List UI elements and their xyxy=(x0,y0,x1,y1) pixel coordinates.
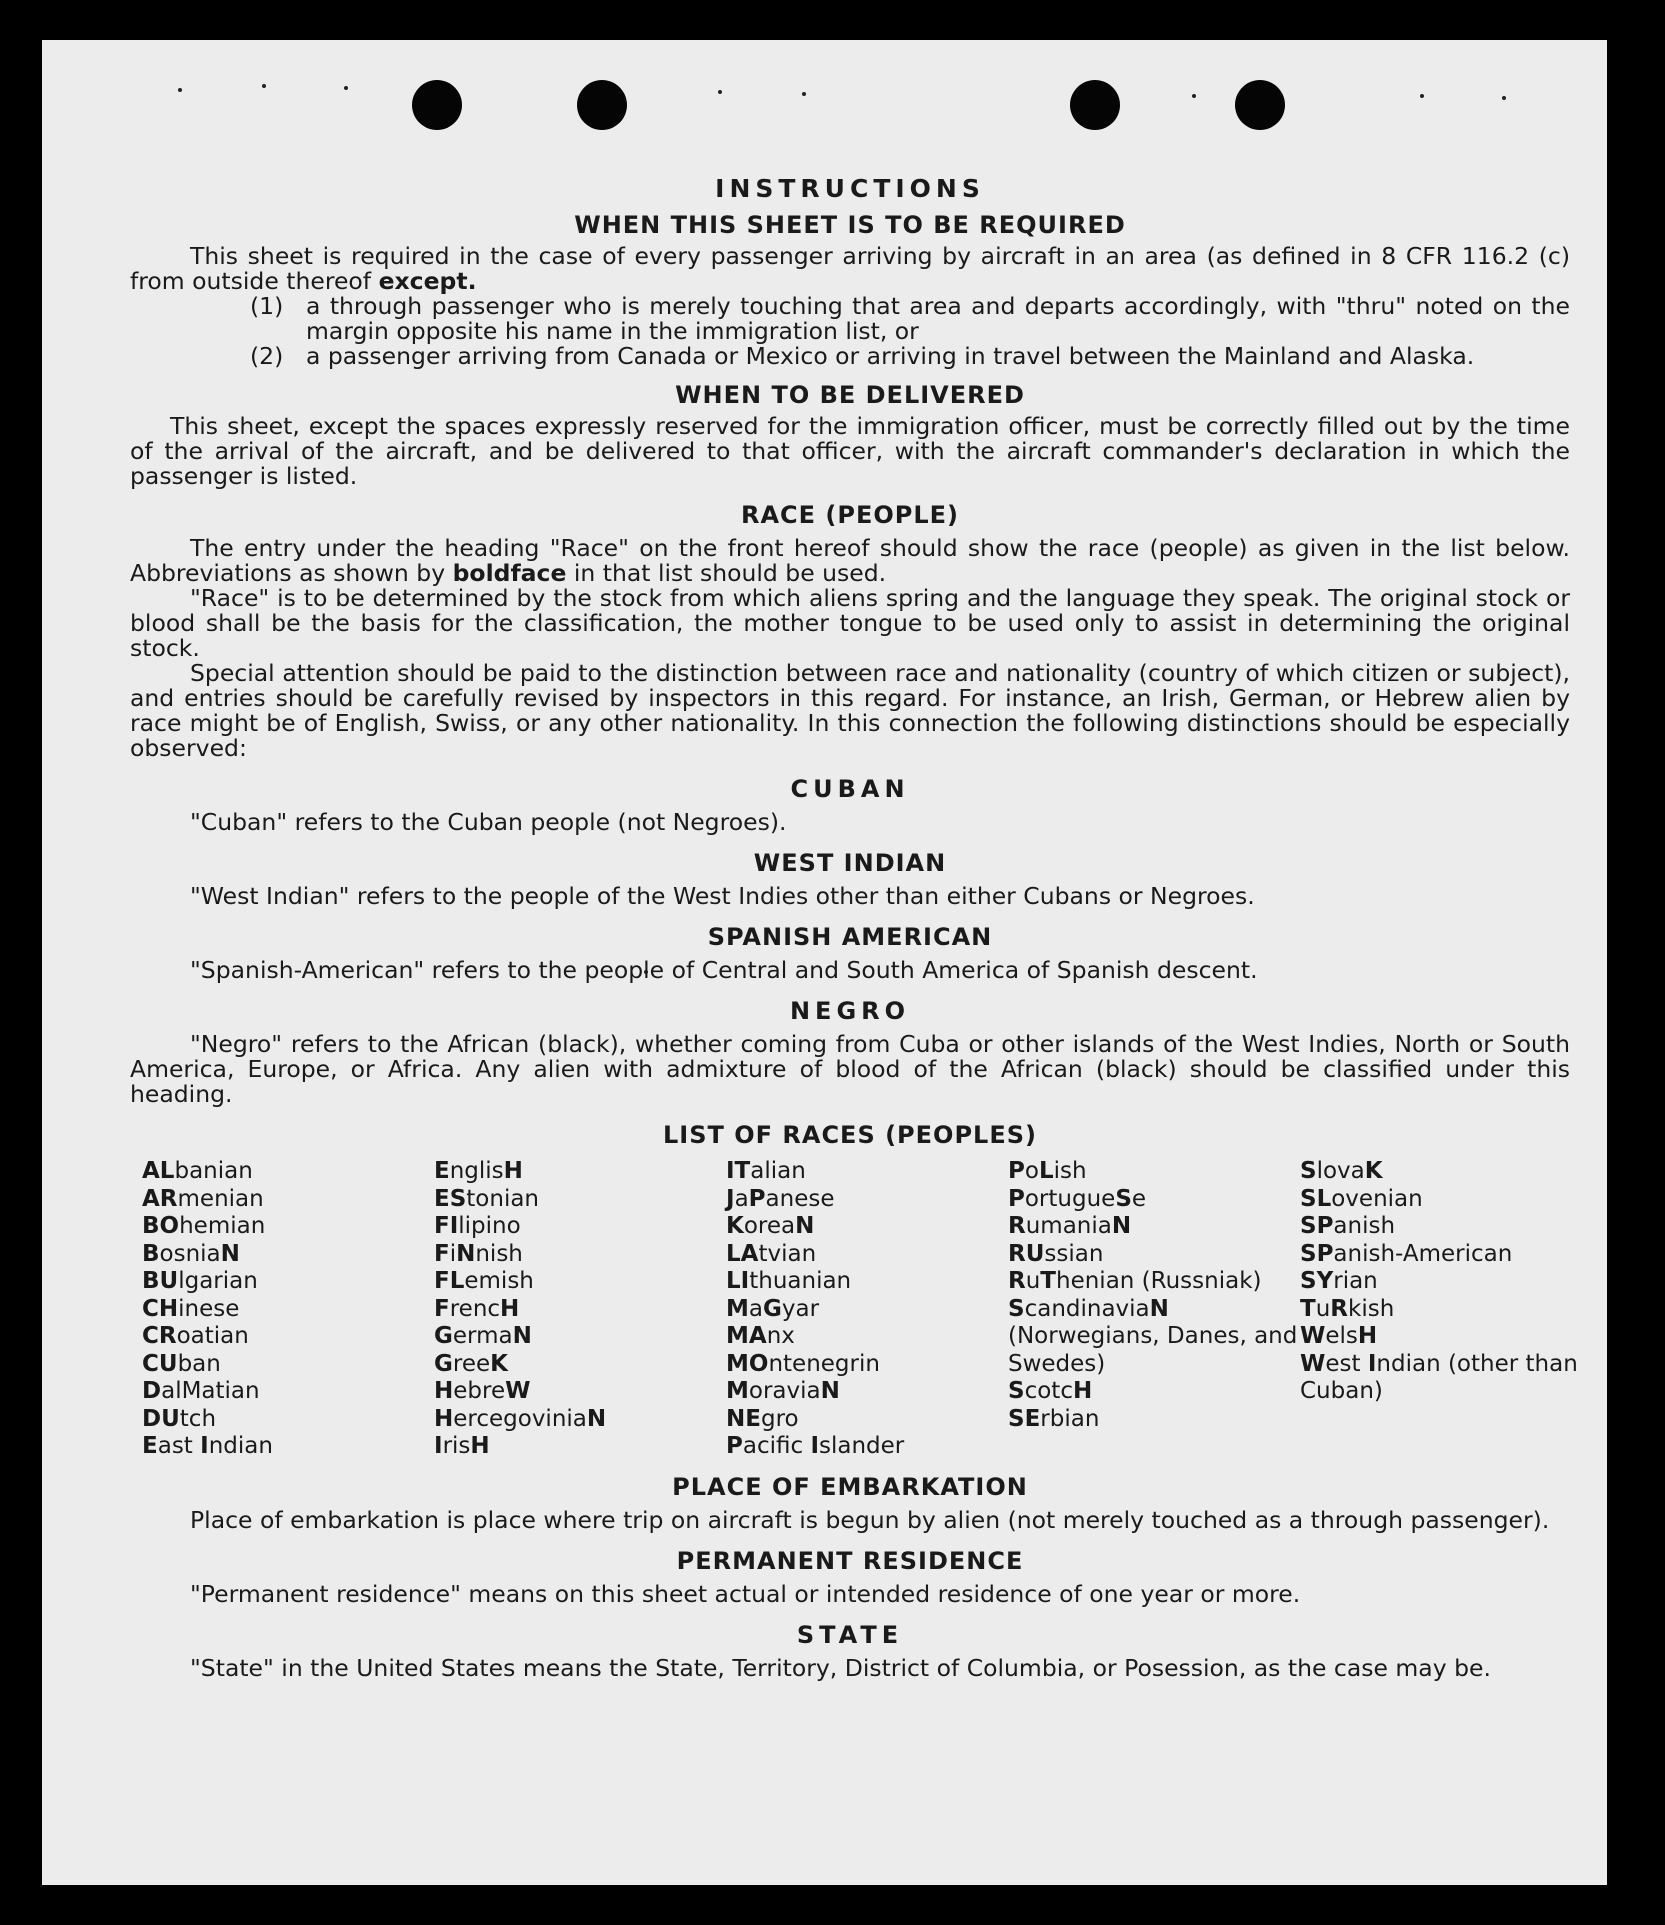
race-name-part: nish xyxy=(475,1240,523,1267)
race-name-part: anish-American xyxy=(1333,1240,1513,1267)
race-abbreviation: FL xyxy=(434,1268,465,1294)
race-entry xyxy=(142,1158,434,1186)
race-entry xyxy=(142,1268,434,1296)
race-column xyxy=(142,1158,434,1461)
race-abbreviation: N xyxy=(512,1323,532,1349)
race-list xyxy=(142,1158,1578,1461)
race-entry xyxy=(434,1433,726,1461)
race-entry xyxy=(142,1351,434,1379)
race-abbreviation: G xyxy=(763,1295,782,1322)
paper-speck xyxy=(1192,94,1196,98)
race-name-part: ssian xyxy=(1044,1240,1104,1267)
section-heading-list-of-races: LIST OF RACES (PEOPLES) xyxy=(663,1121,1037,1149)
exception-text: a through passenger who is merely touching that area and departs accordingly, with "thru" noted on the margin opposite his name in the immigration list, or xyxy=(306,292,1570,345)
race-abbreviation: NE xyxy=(726,1405,761,1432)
paper-speck xyxy=(718,90,722,94)
punch-hole xyxy=(1070,80,1120,130)
race-abbreviation: J xyxy=(726,1185,735,1212)
race-entry xyxy=(726,1268,1008,1296)
race-abbreviation: CH xyxy=(142,1295,179,1322)
section-heading-west-indian: WEST INDIAN xyxy=(753,849,947,877)
race-name-part: hemian xyxy=(179,1213,266,1239)
race-name-part: a xyxy=(734,1185,749,1212)
race-name-part: lipino xyxy=(458,1213,521,1239)
race-entry xyxy=(1300,1323,1582,1351)
race-name-part: alMatian xyxy=(161,1378,260,1404)
race-abbreviation: I xyxy=(200,1433,209,1459)
race-entry xyxy=(1300,1158,1582,1186)
race-entry xyxy=(726,1158,1008,1186)
race-abbreviation: H xyxy=(434,1405,454,1432)
exception-text: a passenger arriving from Canada or Mexico or arriving in travel between the Mainland and Alaska. xyxy=(306,342,1475,370)
race-entry xyxy=(434,1323,726,1351)
race-name-part: kish xyxy=(1348,1295,1395,1322)
exception-item xyxy=(130,344,1570,369)
race-abbreviation: SY xyxy=(1300,1268,1334,1294)
paper-speck xyxy=(262,84,266,88)
race-abbreviation: MA xyxy=(726,1323,767,1349)
race-abbreviation: N xyxy=(820,1378,840,1404)
race-abbreviation: H xyxy=(500,1295,520,1322)
race-entry xyxy=(726,1433,1008,1461)
race-entry xyxy=(434,1213,726,1241)
race-abbreviation: BU xyxy=(142,1268,179,1294)
race-abbreviation: RU xyxy=(1008,1240,1045,1267)
race-abbreviation: E xyxy=(434,1158,450,1184)
race-entry xyxy=(142,1241,434,1269)
race-abbreviation: W xyxy=(505,1378,531,1404)
race-abbreviation: L xyxy=(1038,1158,1054,1184)
race-name-part: ris xyxy=(442,1433,471,1459)
race-abbreviation: W xyxy=(1300,1350,1326,1377)
race-entry xyxy=(142,1296,434,1324)
race-entry xyxy=(434,1268,726,1296)
section-heading-negro: NEGRO xyxy=(789,997,911,1025)
race-entry xyxy=(434,1351,726,1379)
punch-hole xyxy=(1235,80,1285,130)
race-entry xyxy=(726,1186,1008,1214)
required-exceptions-list xyxy=(130,294,1570,369)
race-entry xyxy=(1008,1296,1300,1379)
race-entry xyxy=(726,1323,1008,1351)
race-abbreviation: E xyxy=(142,1433,158,1459)
race-name-part: rian xyxy=(1333,1268,1378,1294)
embarkation-text: Place of embarkation is place where trip on aircraft is begun by alien (not merely touched as a through passenger). xyxy=(190,1505,1550,1534)
race-entry xyxy=(1300,1296,1582,1324)
race-name-part: yar xyxy=(781,1295,820,1322)
race-name-part: candinavia xyxy=(1024,1295,1150,1322)
cuban-text: "Cuban" refers to the Cuban people (not Negroes). xyxy=(190,808,787,836)
race-name-part: tonian xyxy=(466,1185,540,1212)
race-abbreviation: N xyxy=(795,1213,815,1239)
race-name-part: tch xyxy=(179,1405,217,1432)
race-entry xyxy=(726,1296,1008,1324)
race-abbreviation: CR xyxy=(142,1323,177,1349)
race-abbreviation: H xyxy=(434,1378,454,1404)
paper-speck xyxy=(1502,96,1506,100)
race-abbreviation: M xyxy=(726,1378,749,1404)
race-name-part: henian (Russniak) xyxy=(1056,1268,1262,1294)
paper-speck xyxy=(1420,94,1424,98)
race-column xyxy=(1008,1158,1300,1461)
race-name-part: thuanian xyxy=(749,1268,852,1294)
race-name-part: erma xyxy=(452,1323,513,1349)
race-entry xyxy=(1008,1213,1300,1241)
race-entry xyxy=(1008,1268,1300,1296)
race-entry xyxy=(142,1323,434,1351)
race-entry xyxy=(1008,1241,1300,1269)
race-abbreviation: I xyxy=(810,1433,819,1459)
race-abbreviation: SE xyxy=(1008,1405,1041,1432)
negro-text: "Negro" refers to the African (black), whether coming from Cuba or other islands of the West Indies, North or South America, Europe, or Africa. Any alien with admixture of blood of the African (black) should be classified under this heading. xyxy=(130,1030,1570,1108)
race-name-part: ortugue xyxy=(1024,1185,1116,1212)
race-abbreviation: CU xyxy=(142,1350,178,1377)
section-heading-race: RACE (PEOPLE) xyxy=(740,501,960,529)
race-name-part: o xyxy=(1024,1158,1039,1184)
race-name-part: emish xyxy=(464,1268,534,1294)
race-abbreviation: T xyxy=(1300,1295,1316,1322)
race-abbreviation: AR xyxy=(142,1185,178,1212)
document-sheet xyxy=(42,40,1607,1885)
race-name-part: ban xyxy=(177,1350,221,1377)
race-abbreviation: K xyxy=(1364,1158,1383,1184)
race-entry xyxy=(142,1433,434,1461)
race-abbreviation: S xyxy=(1008,1295,1025,1322)
race-abbreviation: K xyxy=(726,1213,744,1239)
race-entry xyxy=(142,1213,434,1241)
race-abbreviation: DU xyxy=(142,1405,180,1432)
race-abbreviation: P xyxy=(726,1433,743,1459)
race-abbreviation: D xyxy=(142,1378,162,1404)
race-abbreviation: G xyxy=(434,1323,453,1349)
race-entry xyxy=(726,1406,1008,1434)
race-entry xyxy=(726,1378,1008,1406)
section-heading-spanish-american: SPANISH AMERICAN xyxy=(707,923,993,951)
race-name-part: osnia xyxy=(159,1240,221,1267)
race-abbreviation: N xyxy=(220,1240,240,1267)
race-abbreviation: P xyxy=(748,1185,766,1212)
race-abbreviation: K xyxy=(490,1350,508,1377)
race-entry xyxy=(1300,1351,1582,1406)
race-name-part: ree xyxy=(452,1350,491,1377)
punch-hole xyxy=(412,80,462,130)
race-name-part: ovenian xyxy=(1331,1185,1423,1212)
race-name-part: orea xyxy=(743,1213,796,1239)
race-abbreviation: MO xyxy=(726,1350,769,1377)
race-abbreviation: R xyxy=(1008,1268,1026,1294)
exception-item xyxy=(130,294,1570,344)
race-name-part: lgarian xyxy=(178,1268,258,1294)
race-name-part: rbian xyxy=(1040,1405,1100,1432)
race-abbreviation: SL xyxy=(1300,1185,1332,1212)
race-entry xyxy=(1008,1186,1300,1214)
race-abbreviation: FI xyxy=(434,1213,459,1239)
race-abbreviation: S xyxy=(1115,1185,1132,1212)
race-name-part: els xyxy=(1325,1323,1358,1349)
residence-text: "Permanent residence" means on this sheet actual or intended residence of one year or more. xyxy=(190,1579,1301,1608)
section-heading-residence: PERMANENT RESIDENCE xyxy=(676,1546,1024,1575)
race-name-part: tvian xyxy=(758,1240,817,1267)
race-entry xyxy=(726,1241,1008,1269)
spanish-american-text: "Spanish-American" refers to the people of Central and South America of Spanish descent. xyxy=(190,956,1258,984)
race-entry xyxy=(434,1241,726,1269)
race-name-part: ish xyxy=(1053,1158,1087,1184)
race-abbreviation: F xyxy=(434,1240,450,1267)
race-name-part: nx xyxy=(766,1323,795,1349)
paper-speck xyxy=(178,88,182,92)
race-name-part: renc xyxy=(449,1295,501,1322)
exception-number: (2) xyxy=(250,342,284,370)
race-name-part: umania xyxy=(1025,1213,1112,1239)
race-abbreviation: H xyxy=(1357,1323,1378,1349)
race-entry xyxy=(1300,1186,1582,1214)
race-abbreviation: P xyxy=(1008,1185,1025,1212)
west-indian-text: "West Indian" refers to the people of the West Indies other than either Cubans or Negroes. xyxy=(190,882,1255,910)
race-name-part: ast xyxy=(157,1433,201,1459)
race-entry xyxy=(1008,1378,1300,1406)
race-abbreviation: SP xyxy=(1300,1213,1334,1239)
race-column xyxy=(726,1158,1008,1461)
race-abbreviation: M xyxy=(726,1295,749,1322)
section-heading-required: WHEN THIS SHEET IS TO BE REQUIRED xyxy=(574,211,1126,239)
section-heading-delivered: WHEN TO BE DELIVERED xyxy=(675,381,1025,409)
paper-speck xyxy=(344,86,348,90)
race-entry xyxy=(726,1213,1008,1241)
race-entry xyxy=(142,1378,434,1406)
race-paragraph-3: Special attention should be paid to the distinction between race and nationality (country of which citizen or subject), and entries should be carefully revised by inspectors in this regard. For instance, an Irish, German, or Hebrew alien by race might be of English, Swiss, or any other nationality. In this connection the following distinctions should be especially observed: xyxy=(130,659,1570,762)
race-paragraph-1: The entry under the heading "Race" on the front hereof should show the race (people) as given in the list below. Abbreviations as shown by boldface in that list should be used. xyxy=(130,534,1570,587)
race-abbreviation: W xyxy=(1300,1323,1326,1349)
page-title: INSTRUCTIONS xyxy=(715,174,985,203)
race-abbreviation: H xyxy=(1072,1378,1093,1404)
race-name-part: ntenegrin xyxy=(768,1350,880,1377)
race-paragraph-2: "Race" is to be determined by the stock from which aliens spring and the language they speak. The original stock or blood shall be the basis for the classification, the mother tongue to be used only to assist in determining the original stock. xyxy=(130,584,1570,662)
race-abbreviation: F xyxy=(434,1295,450,1322)
race-abbreviation: BO xyxy=(142,1213,180,1239)
punch-hole xyxy=(577,80,627,130)
race-entry xyxy=(142,1186,434,1214)
section-heading-cuban: CUBAN xyxy=(790,775,910,803)
race-abbreviation: SP xyxy=(1300,1240,1334,1267)
race-name-part: ndian (other than Cuban) xyxy=(1300,1350,1578,1404)
race-abbreviation: LI xyxy=(726,1268,750,1294)
race-abbreviation: R xyxy=(1330,1295,1348,1322)
race-name-part: u xyxy=(1315,1295,1331,1322)
race-name-part: (Norwegians, Danes, and Swedes) xyxy=(1008,1323,1298,1377)
paper-speck xyxy=(802,92,806,96)
race-entry xyxy=(142,1406,434,1434)
race-abbreviation: H xyxy=(470,1433,490,1459)
race-name-part: ercegovinia xyxy=(453,1405,587,1432)
race-entry xyxy=(434,1186,726,1214)
race-name-part: lova xyxy=(1316,1158,1365,1184)
race-abbreviation: I xyxy=(434,1433,443,1459)
race-abbreviation: T xyxy=(1040,1268,1056,1294)
race-abbreviation: IT xyxy=(726,1158,751,1184)
race-abbreviation: N xyxy=(1111,1213,1132,1239)
section-heading-state: STATE xyxy=(796,1620,904,1649)
race-abbreviation: S xyxy=(1008,1378,1025,1404)
race-entry xyxy=(1300,1241,1582,1269)
race-abbreviation: R xyxy=(1008,1213,1026,1239)
race-name-part: slander xyxy=(819,1433,905,1459)
race-name-part: banian xyxy=(174,1158,253,1184)
race-abbreviation: B xyxy=(142,1240,160,1267)
race-name-part: ebre xyxy=(453,1378,506,1404)
race-name-part: oatian xyxy=(176,1323,249,1349)
race-name-part: oravia xyxy=(748,1378,821,1404)
required-intro: This sheet is required in the case of every passenger arriving by aircraft in an area (as defined in 8 CFR 116.2 (c) from outside thereof except. xyxy=(130,242,1570,295)
race-entry xyxy=(434,1296,726,1324)
race-abbreviation: N xyxy=(586,1405,607,1432)
race-name-part: acific xyxy=(742,1433,811,1459)
instructions-content xyxy=(130,174,1578,1682)
exception-number: (1) xyxy=(250,292,284,320)
race-name-part: alian xyxy=(750,1158,806,1184)
race-abbreviation: H xyxy=(503,1158,523,1184)
delivered-text: This sheet, except the spaces expressly reserved for the immigration officer, must be correctly filled out by the time of the arrival of the aircraft, and be delivered to that officer, with the aircraft commander's declaration in which the passenger is listed. xyxy=(130,412,1570,490)
race-name-part: cotc xyxy=(1024,1378,1073,1404)
race-name-part: u xyxy=(1025,1268,1041,1294)
race-abbreviation: AL xyxy=(142,1158,175,1184)
race-entry xyxy=(1008,1406,1300,1434)
race-entry xyxy=(1300,1268,1582,1296)
race-abbreviation: N xyxy=(456,1240,476,1267)
race-name-part: gro xyxy=(760,1405,799,1432)
race-name-part: ndian xyxy=(208,1433,273,1459)
race-column xyxy=(1300,1158,1582,1461)
race-abbreviation: N xyxy=(1149,1295,1169,1322)
race-name-part: a xyxy=(748,1295,763,1322)
race-entry xyxy=(434,1378,726,1406)
race-entry xyxy=(434,1406,726,1434)
race-name-part: menian xyxy=(177,1185,264,1212)
race-name-part: est xyxy=(1325,1350,1368,1377)
race-name-part: nglis xyxy=(449,1158,504,1184)
race-entry xyxy=(726,1351,1008,1379)
section-heading-embarkation: PLACE OF EMBARKATION xyxy=(672,1472,1028,1501)
race-name-part: e xyxy=(1131,1185,1147,1212)
race-entry xyxy=(1008,1158,1300,1186)
race-column xyxy=(434,1158,726,1461)
race-abbreviation: I xyxy=(1367,1350,1377,1377)
race-name-part: i xyxy=(449,1240,457,1267)
race-abbreviation: S xyxy=(1300,1158,1317,1184)
race-abbreviation: G xyxy=(434,1350,453,1377)
race-name-part: inese xyxy=(178,1295,240,1322)
race-entry xyxy=(1300,1213,1582,1241)
race-abbreviation: LA xyxy=(726,1240,759,1267)
race-name-part: anese xyxy=(765,1185,835,1212)
race-abbreviation: P xyxy=(1008,1158,1025,1184)
state-text: "State" in the United States means the State, Territory, District of Columbia, or Posession, as the case may be. xyxy=(190,1653,1491,1682)
race-abbreviation: ES xyxy=(434,1185,467,1212)
race-name-part: anish xyxy=(1333,1213,1396,1239)
race-entry xyxy=(434,1158,726,1186)
